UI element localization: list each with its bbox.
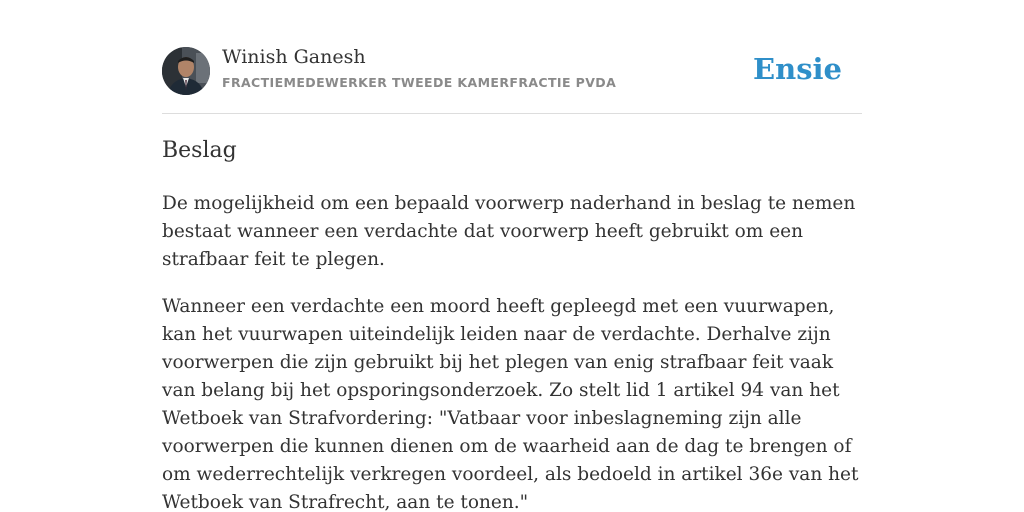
article-paragraph: De mogelijkheid om een bepaald voorwerp naderhand in beslag te nemen bestaat wanneer een verdachte dat voorwerp heeft gebruikt om een strafbaar feit te plegen.: [162, 193, 856, 270]
author-role: FRACTIEMEDEWERKER TWEEDE KAMERFRACTIE PVDA: [222, 75, 617, 90]
author-name[interactable]: Winish Ganesh: [222, 46, 366, 68]
person-avatar-icon: [162, 47, 210, 95]
author-header: [162, 0, 862, 114]
article-title: Beslag: [162, 138, 237, 163]
avatar[interactable]: [162, 47, 210, 95]
article-body: [162, 190, 862, 512]
article-paragraph: Wanneer een verdachte een moord heeft gepleegd met een vuurwapen, kan het vuurwapen uiteindelijk leiden naar de verdachte. Derhalve zijn voorwerpen die zijn gebruikt bij het plegen van enig strafbaar feit vaak van belang bij het opsporingsonderzoek. Zo stelt lid 1 artikel 94 van het Wetboek van Strafvordering: "Vatbaar voor inbeslagneming zijn alle voorwerpen die kunnen dienen om de waarheid aan de dag te brengen of om wederrechtelijk verkregen voordeel, als bedoeld in artikel 36e van het Wetboek van Strafrecht, aan te tonen.": [162, 296, 859, 512]
content-container: [162, 0, 862, 512]
ensie-logo[interactable]: Ensie: [753, 52, 842, 86]
